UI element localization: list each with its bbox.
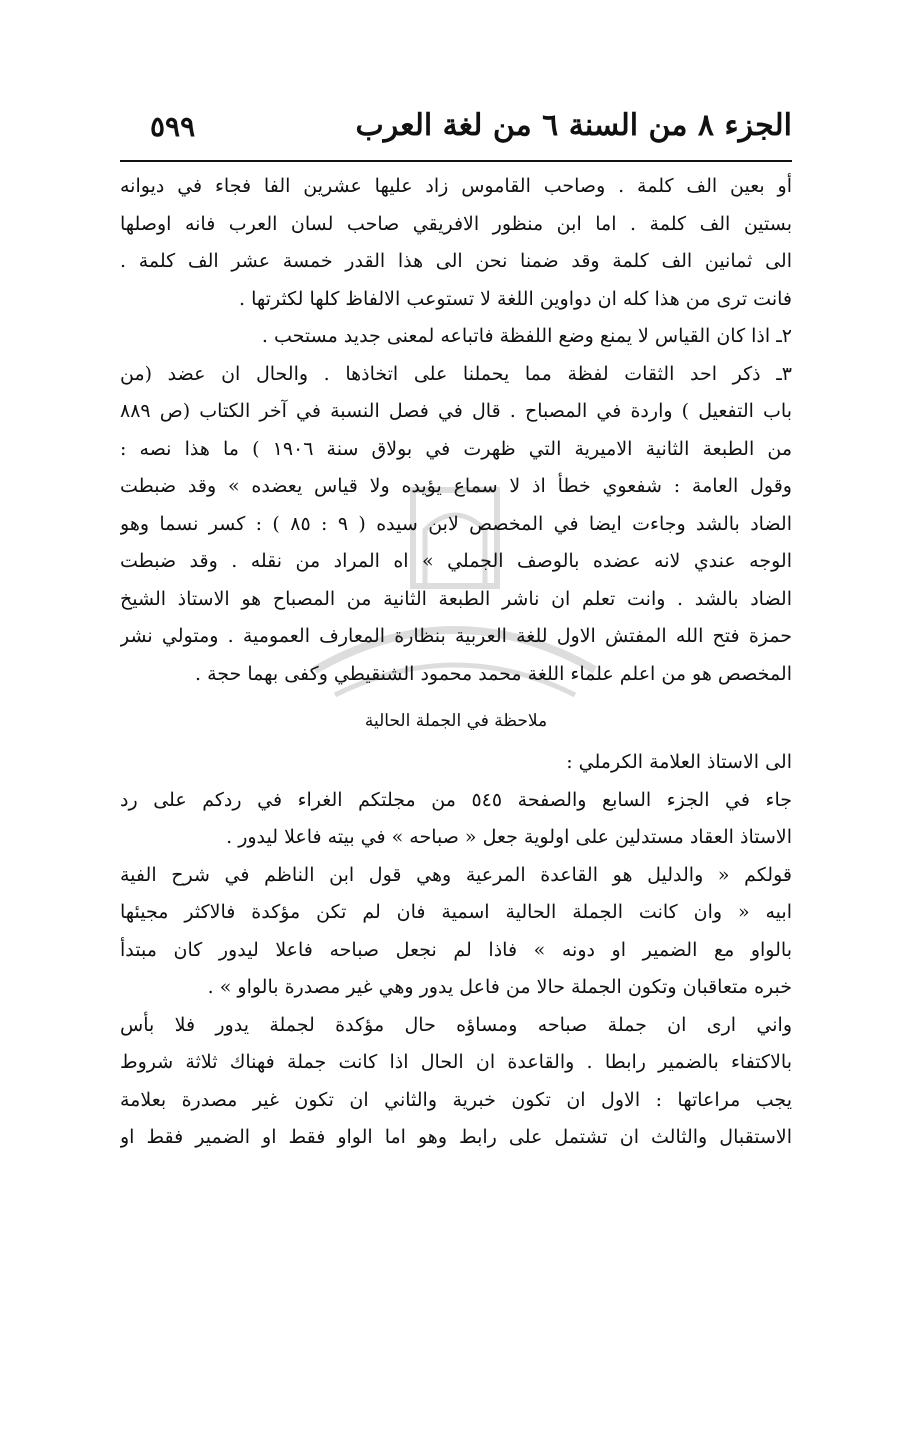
paragraph-3 (120, 356, 792, 694)
paragraph-2 (120, 318, 792, 356)
text-line: خبره متعاقبان وتكون الجملة حالا من فاعل يدور وهي غير مصدرة بالواو » . (207, 976, 792, 998)
paragraph-5 (120, 782, 792, 857)
text-line: قولكم « والدليل هو القاعدة المرعية وهي قول ابن الناظم في شرح الفية (120, 863, 792, 886)
text-line: الاستقبال والثالث ان تشتمل على رابط وهو اما الواو فقط او الضمير فقط او (120, 1126, 792, 1148)
page-number: ٥٩٩ (150, 110, 196, 143)
text-line: واني ارى ان جملة صباحه ومساؤه حال مؤكدة لجملة يدور فلا بأس (120, 1013, 792, 1036)
text-line: وقول العامة : شفعوي خطأ اذ لا سماع يؤيده ولا قياس يعضده » وقد ضبطت (120, 475, 792, 497)
paragraph-1 (120, 168, 792, 318)
text-line: أو بعين الف كلمة . وصاحب القاموس زاد عليها عشرين الفا فجاء في ديوانه (120, 175, 792, 197)
text-line: بستين الف كلمة . اما ابن منظور الافريقي صاحب لسان العرب فانه اوصلها (120, 212, 792, 235)
header-rule (120, 160, 792, 162)
text-line: بالواو مع الضمير او دونه » فاذا لم نجعل صباحه فاعلا ليدور كان مبتدأ (120, 938, 792, 961)
section-subheading: ملاحظة في الجملة الحالية (364, 711, 548, 731)
paragraph-7 (120, 1007, 792, 1157)
text-line: الاستاذ العقاد مستدلين على اولوية جعل « صباحه » في بيته فاعلا ليدور . (226, 826, 792, 848)
text-line: الى الاستاذ العلامة الكرملي : (566, 751, 792, 773)
page-header (120, 100, 792, 156)
running-title: الجزء ٨ من السنة ٦ من لغة العرب (355, 108, 792, 143)
text-line: جاء في الجزء السابع والصفحة ٥٤٥ من مجلتكم الغراء في ردكم على رد (120, 788, 792, 811)
text-line: الى ثمانين الف كلمة وقد ضمنا نحن الى هذا القدر خمسة عشر الف كلمة . (120, 250, 792, 272)
article-body (120, 168, 792, 1157)
text-line: بالاكتفاء بالضمير رابطا . والقاعدة ان الحال اذا كانت جملة فهناك ثلاثة شروط (120, 1051, 792, 1073)
text-line: حمزة فتح الله المفتش الاول للغة العربية بنظارة المعارف العمومية . ومتولي نشر (120, 625, 792, 647)
paragraph-6 (120, 857, 792, 1007)
text-line: ٣ـ ذكر احد الثقات لفظة مما يحملنا على اتخاذها . والحال ان عضد (من (120, 362, 792, 385)
text-line: فانت ترى من هذا كله ان دواوين اللغة لا تستوعب الالفاظ كلها لكثرتها . (239, 287, 792, 310)
text-line: الضاد بالشد وجاءت ايضا في المخصص لابن سيده ( ٩ : ٨٥ ) : كسر نسما وهو (120, 512, 792, 535)
text-line: ٢ـ اذا كان القياس لا يمنع وضع اللفظة فاتباعه لمعنى جديد مستحب . (261, 325, 792, 347)
text-line: المخصص هو من اعلم علماء اللغة محمد محمود الشنقيطي وكفى بهما حجة . (195, 662, 792, 685)
text-line: يجب مراعاتها : الاول ان تكون خبرية والثاني ان تكون غير مصدرة بعلامة (120, 1088, 792, 1111)
text-line: الوجه عندي لانه عضده بالوصف الجملي » اه المراد من نقله . وقد ضبطت (120, 550, 792, 572)
text-line: من الطبعة الثانية الاميرية التي ظهرت في بولاق سنة ١٩٠٦ ) ما هذا نصه : (120, 437, 792, 460)
text-line: ابيه « وان كانت الجملة الحالية اسمية فان لم تكن مؤكدة فالاكثر مجيئها (120, 901, 792, 923)
paragraph-4 (120, 744, 792, 782)
text-line: باب التفعيل ) واردة في المصباح . قال في فصل النسبة في آخر الكتاب (ص ٨٨٩ (120, 400, 792, 422)
text-line: الضاد بالشد . وانت تعلم ان ناشر الطبعة الثانية من المصباح هو الاستاذ الشيخ (120, 587, 792, 610)
